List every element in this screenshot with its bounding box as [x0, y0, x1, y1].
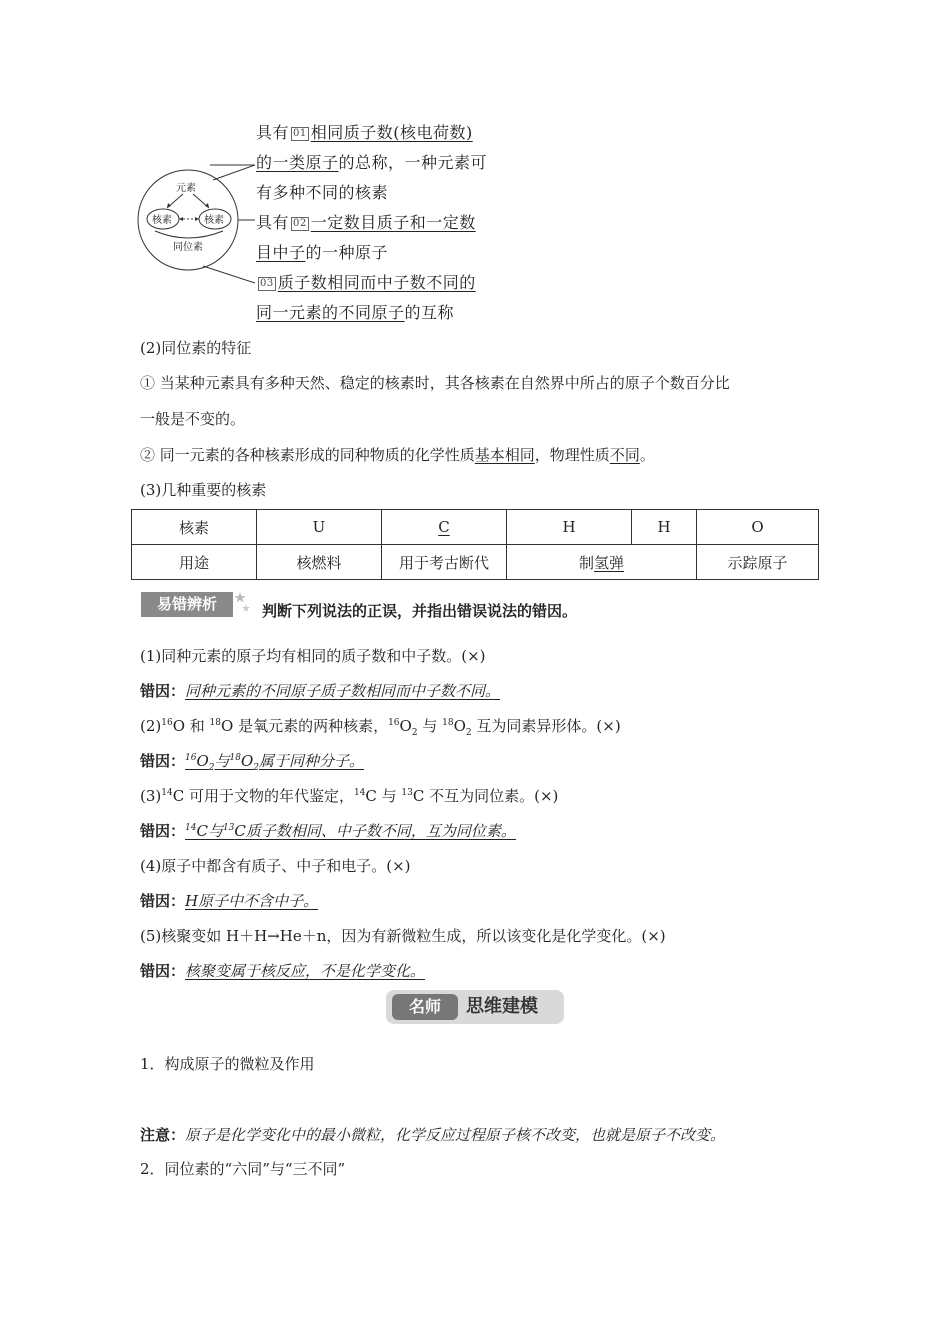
table-cell: O: [697, 510, 819, 545]
error-instruction: 判断下列说法的正误，并指出错误说法的错因。: [262, 602, 578, 620]
diagram-line-1: 具有 01 相同质子数(核电荷数): [256, 123, 473, 142]
diagram-line-2: 的一类原子的总称，一种元素可: [256, 153, 488, 172]
error-q3: $(3)^{14}C$ 可用于文物的年代鉴定，$^{14}$C 与 $^{13}$C 不互为同位素。(×): [140, 787, 559, 805]
star-icon: [234, 590, 252, 618]
diagram-line-3: 有多种不同的核素: [256, 183, 389, 202]
nuclide-table: [131, 509, 819, 580]
table-row: [132, 510, 819, 545]
error-q2: $(2)^{16}O$ 和 $^{18}$O 是氧元素的两种核素，$^{16}O_2$ 与 $^{18}O_2$ 互为同素异形体。(×): [140, 717, 621, 738]
diagram-line-4: 具有 02 一定数目质子和一定数: [256, 213, 476, 232]
diagram-line-7: 同一元素的不同原子的互称: [256, 303, 455, 322]
table-cell: U: [257, 510, 382, 545]
model-item2: 2．同位素的“六同”与“三不同”: [140, 1160, 346, 1178]
table-cell: 用途: [132, 545, 257, 580]
table-cell: H: [632, 510, 697, 545]
error-badge: 易错辨析: [141, 592, 233, 617]
table-row: [132, 545, 819, 580]
table-cell: 用于考古断代: [382, 545, 507, 580]
table-cell: 制氢弹: [507, 545, 697, 580]
error-a1: 错因：同种元素的不同原子质子数相同而中子数不同。: [140, 682, 501, 700]
section-banner: [386, 990, 564, 1024]
model-note: 注意：原子是化学变化中的最小微粒，化学反应过程原子核不改变，也就是原子不改变。: [140, 1126, 726, 1144]
isotope-diagram: [135, 120, 260, 320]
error-a2: 错因：$^{16}O_2$与$^{18}O_2$属于同种分子。: [140, 752, 365, 773]
table-cell: C: [382, 510, 507, 545]
section3-title: (3)几种重要的核素: [140, 481, 267, 499]
diagram-line-6: 03 质子数相同而中子数不同的: [260, 273, 476, 292]
label-element: 元素: [176, 183, 196, 194]
error-a4: 错因：H原子中不含中子。: [140, 892, 319, 910]
error-q1: (1)同种元素的原子均有相同的质子数和中子数。(×): [140, 647, 486, 665]
banner-left: 名师: [392, 994, 458, 1020]
error-a5: 错因：核聚变属于核反应，不是化学变化。: [140, 962, 426, 980]
error-q4: (4)原子中都含有质子、中子和电子。(×): [140, 857, 411, 875]
error-q5: (5)核聚变如 H＋H→He＋n，因为有新微粒生成，所以该变化是化学变化。(×): [140, 927, 666, 945]
table-cell: 核素: [132, 510, 257, 545]
table-cell: H: [507, 510, 632, 545]
error-a3: 错因：$^{14}$C与$^{13}$C质子数相同、中子数不同，互为同位素。: [140, 822, 516, 840]
table-cell: 示踪原子: [697, 545, 819, 580]
label-nuclide-right: 核素: [204, 215, 224, 226]
diagram-line-5: 目中子的一种原子: [256, 243, 389, 262]
section2-p1a: ① 当某种元素具有多种天然、稳定的核素时，其各核素在自然界中所占的原子个数百分比: [140, 374, 730, 392]
model-item1: 1．构成原子的微粒及作用: [140, 1055, 315, 1073]
label-nuclide-left: 核素: [152, 215, 172, 226]
section2-p2: ② 同一元素的各种核素形成的同种物质的化学性质基本相同，物理性质不同。: [140, 446, 655, 464]
section2-title: (2)同位素的特征: [140, 339, 252, 357]
banner-right: 思维建模: [466, 996, 538, 1017]
label-isotope: 同位素: [173, 242, 203, 253]
table-cell: 核燃料: [257, 545, 382, 580]
section2-p1b: 一般是不变的。: [140, 410, 246, 428]
